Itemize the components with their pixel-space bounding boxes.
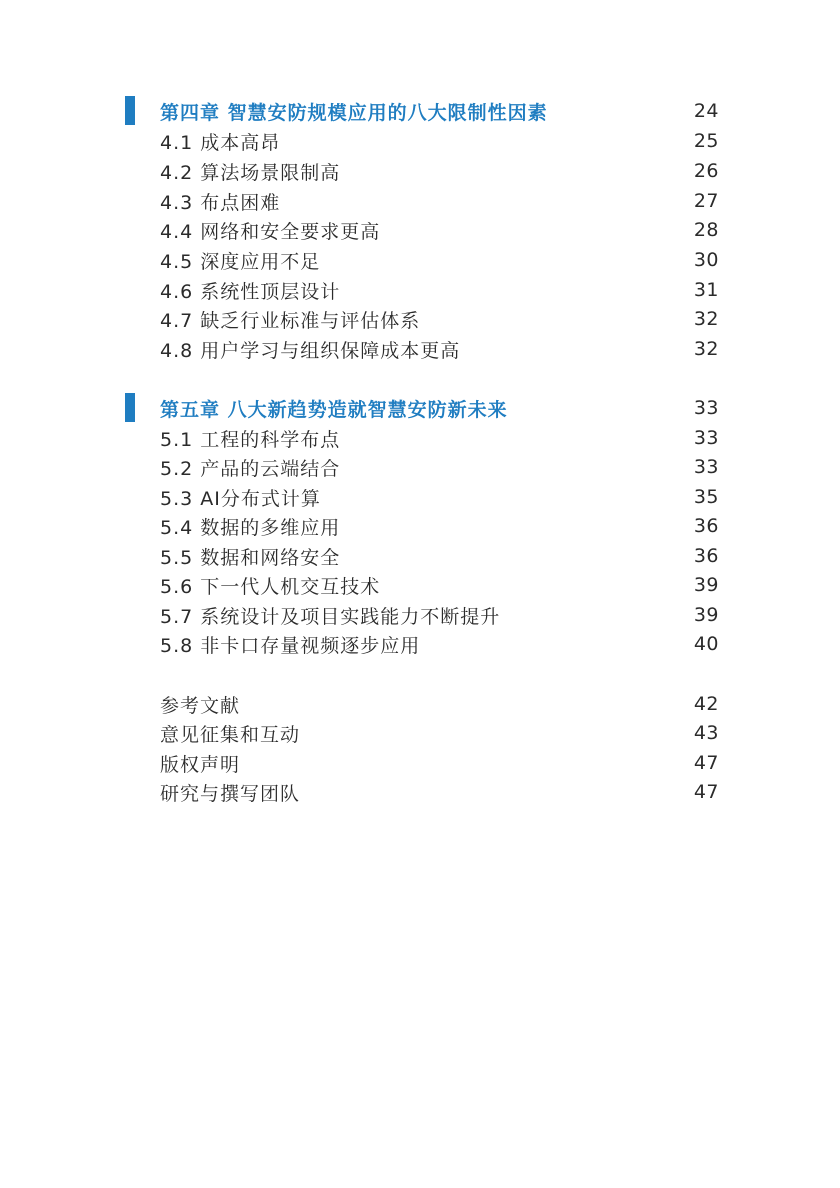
item-title: 5.7 系统设计及项目实践能力不断提升 bbox=[160, 605, 501, 628]
item-title: 5.2 产品的云端结合 bbox=[160, 457, 341, 480]
item-title: 5.4 数据的多维应用 bbox=[160, 516, 341, 539]
page-number: 47 bbox=[693, 752, 719, 774]
item-title: 4.2 算法场景限制高 bbox=[160, 161, 341, 184]
page-number: 28 bbox=[693, 219, 719, 241]
toc-chapter-4[interactable] bbox=[160, 96, 719, 126]
page-number: 39 bbox=[693, 574, 719, 596]
toc-appendix-item[interactable] bbox=[160, 689, 719, 719]
item-title: 5.3 AI分布式计算 bbox=[160, 487, 321, 510]
page-number: 33 bbox=[693, 397, 719, 419]
item-title: 研究与撰写团队 bbox=[160, 782, 301, 805]
chapter-title: 第五章 八大新趋势造就智慧安防新未来 bbox=[160, 398, 508, 421]
toc-item[interactable] bbox=[160, 452, 719, 482]
toc-item[interactable] bbox=[160, 334, 719, 364]
page-number: 27 bbox=[693, 190, 719, 212]
page-number: 32 bbox=[693, 338, 719, 360]
toc-item[interactable] bbox=[160, 186, 719, 216]
toc-item[interactable] bbox=[160, 570, 719, 600]
page-number: 26 bbox=[693, 160, 719, 182]
page-number: 24 bbox=[693, 100, 719, 122]
page-number: 32 bbox=[693, 308, 719, 330]
toc-item[interactable] bbox=[160, 423, 719, 453]
toc-item[interactable] bbox=[160, 629, 719, 659]
item-title: 5.1 工程的科学布点 bbox=[160, 428, 341, 451]
toc-item[interactable] bbox=[160, 541, 719, 571]
toc-item[interactable] bbox=[160, 511, 719, 541]
item-title: 参考文献 bbox=[160, 694, 241, 717]
toc-chapter-5[interactable] bbox=[160, 393, 719, 423]
toc-item[interactable] bbox=[160, 304, 719, 334]
item-title: 4.8 用户学习与组织保障成本更高 bbox=[160, 339, 461, 362]
item-title: 版权声明 bbox=[160, 753, 241, 776]
page-number: 36 bbox=[693, 545, 719, 567]
page-number: 47 bbox=[693, 781, 719, 803]
toc-item[interactable] bbox=[160, 126, 719, 156]
toc-item[interactable] bbox=[160, 482, 719, 512]
item-title: 4.4 网络和安全要求更高 bbox=[160, 220, 381, 243]
item-title: 4.7 缺乏行业标准与评估体系 bbox=[160, 309, 421, 332]
chapter-marker-bar bbox=[125, 96, 135, 125]
toc-item[interactable] bbox=[160, 245, 719, 275]
item-title: 意见征集和互动 bbox=[160, 723, 301, 746]
item-title: 4.1 成本高昂 bbox=[160, 131, 281, 154]
toc-item[interactable] bbox=[160, 215, 719, 245]
page-number: 42 bbox=[693, 693, 719, 715]
chapter-marker-bar bbox=[125, 393, 135, 422]
item-title: 4.5 深度应用不足 bbox=[160, 250, 321, 273]
item-title: 5.5 数据和网络安全 bbox=[160, 546, 341, 569]
page-number: 40 bbox=[693, 633, 719, 655]
page-number: 43 bbox=[693, 722, 719, 744]
page-number: 35 bbox=[693, 486, 719, 508]
toc-appendix-item[interactable] bbox=[160, 718, 719, 748]
toc-item[interactable] bbox=[160, 156, 719, 186]
item-title: 4.3 布点困难 bbox=[160, 191, 281, 214]
chapter-title: 第四章 智慧安防规模应用的八大限制性因素 bbox=[160, 101, 548, 124]
page-number: 39 bbox=[693, 604, 719, 626]
toc-item[interactable] bbox=[160, 275, 719, 305]
toc-appendix-item[interactable] bbox=[160, 748, 719, 778]
toc-item[interactable] bbox=[160, 600, 719, 630]
item-title: 5.8 非卡口存量视频逐步应用 bbox=[160, 634, 421, 657]
toc-appendix-item[interactable] bbox=[160, 777, 719, 807]
item-title: 4.6 系统性顶层设计 bbox=[160, 280, 341, 303]
page-number: 36 bbox=[693, 515, 719, 537]
page-number: 33 bbox=[693, 456, 719, 478]
page-number: 25 bbox=[693, 130, 719, 152]
page-number: 31 bbox=[693, 279, 719, 301]
page-number: 30 bbox=[693, 249, 719, 271]
page-number: 33 bbox=[693, 427, 719, 449]
item-title: 5.6 下一代人机交互技术 bbox=[160, 575, 381, 598]
